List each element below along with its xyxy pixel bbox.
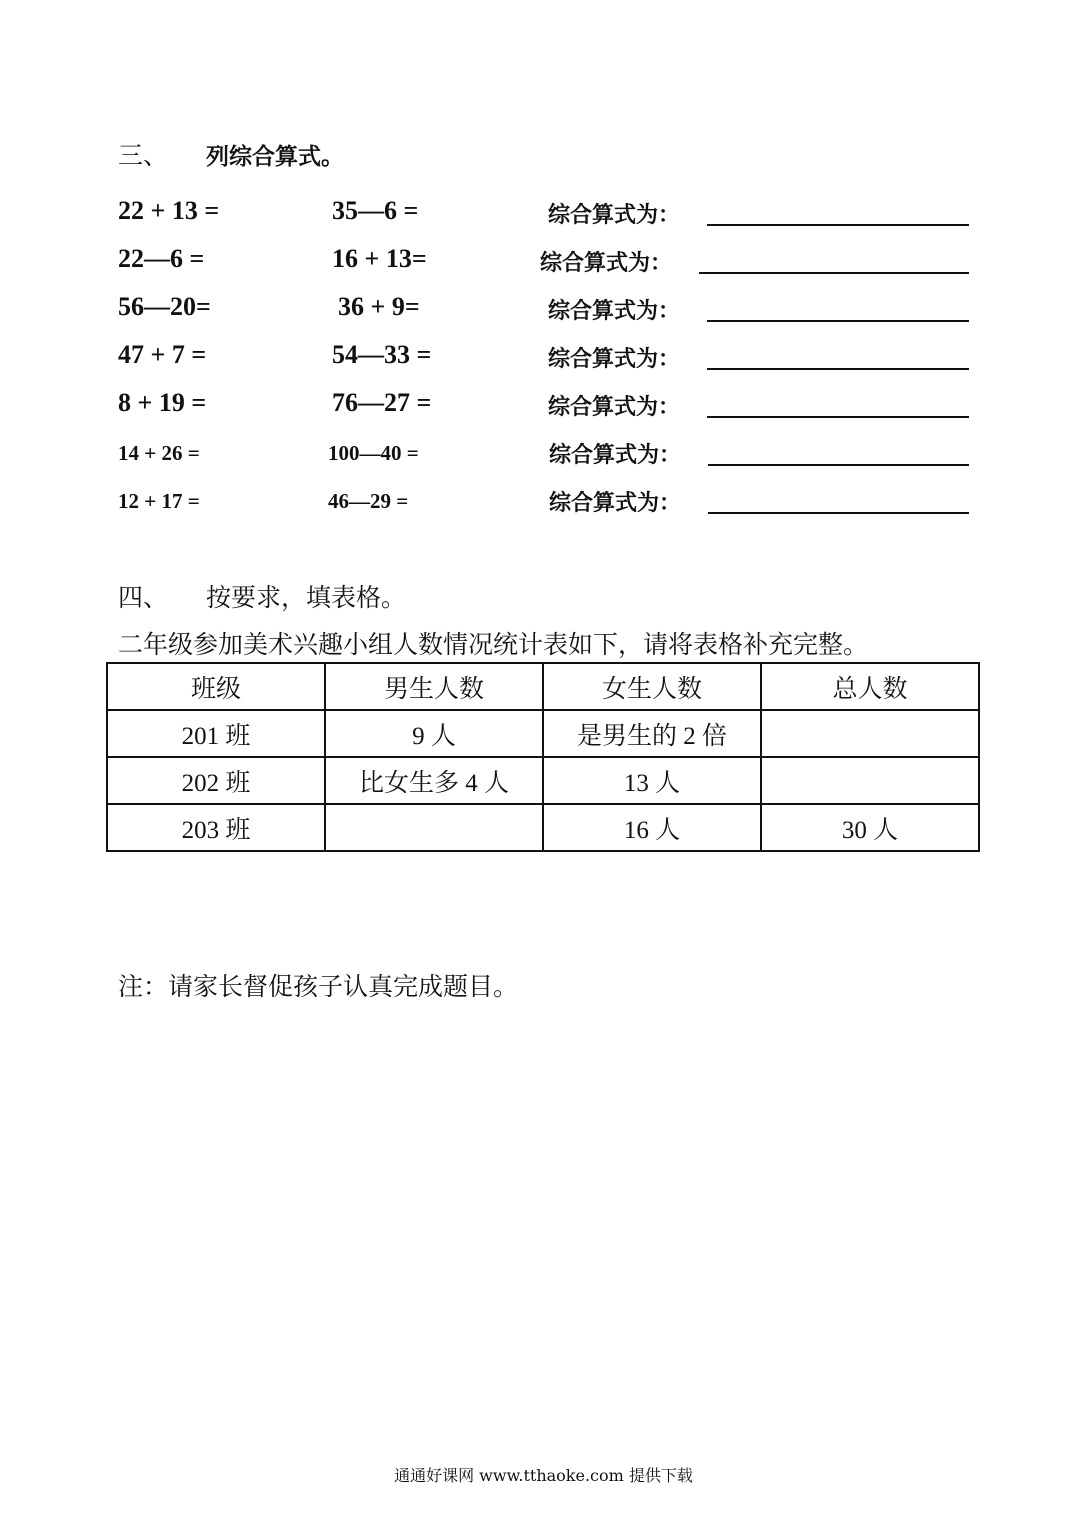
equation-b: 46—29 =: [328, 489, 409, 513]
equation-a: 22 + 13 =: [118, 196, 220, 225]
combined-formula-label: 综合算式为：: [549, 490, 682, 516]
answer-blank-line: [707, 416, 969, 418]
table-row: [107, 804, 979, 851]
answer-blank-line: [708, 512, 969, 514]
answer-blank-line: [707, 224, 969, 226]
equation-a: 14 + 26 =: [118, 441, 200, 465]
table-cell: [761, 757, 979, 804]
table-cell: 201 班: [107, 710, 325, 757]
statistics-table: [106, 662, 980, 852]
equation-a: 8 + 19 =: [118, 388, 207, 417]
equation-b: 36 + 9=: [338, 292, 420, 321]
table-cell: 比女生多 4 人: [325, 757, 543, 804]
answer-blank-line: [707, 320, 969, 322]
section-4-number: 四、: [118, 583, 169, 612]
combined-formula-label: 综合算式为：: [548, 298, 681, 324]
answer-blank-line: [699, 272, 969, 274]
table-cell: 30 人: [761, 804, 979, 851]
section-4-title: 按要求，填表格。: [206, 583, 407, 612]
equation-row: [0, 240, 1087, 284]
equation-a: 12 + 17 =: [118, 489, 200, 513]
table-header-cell: 总人数: [761, 663, 979, 710]
combined-formula-label: 综合算式为：: [548, 202, 681, 228]
parent-note: 注：请家长督促孩子认真完成题目。: [118, 972, 519, 1001]
equation-b: 16 + 13=: [332, 244, 427, 273]
equation-b: 76—27 =: [332, 388, 432, 417]
table-header-cell: 女生人数: [543, 663, 761, 710]
equation-row: [0, 288, 1087, 332]
combined-formula-label: 综合算式为：: [540, 250, 673, 276]
equation-a: 47 + 7 =: [118, 340, 207, 369]
table-cell: 13 人: [543, 757, 761, 804]
equation-b: 35—6 =: [332, 196, 419, 225]
equation-row: [0, 192, 1087, 236]
section-4-description: 二年级参加美术兴趣小组人数情况统计表如下，请将表格补充完整。: [118, 630, 869, 659]
section-3-number: 三、: [118, 141, 169, 170]
equation-row: [0, 432, 1087, 476]
equation-row: [0, 384, 1087, 428]
table-header-row: [107, 663, 979, 710]
table-row: [107, 710, 979, 757]
section-3-title: 列综合算式。: [206, 143, 344, 170]
answer-blank-line: [707, 368, 969, 370]
combined-formula-label: 综合算式为：: [548, 346, 681, 372]
table-header-cell: 班级: [107, 663, 325, 710]
equation-b: 54—33 =: [332, 340, 432, 369]
table-cell: [325, 804, 543, 851]
table-row: [107, 757, 979, 804]
page-footer: 通通好课网 www.tthaoke.com 提供下载: [394, 1466, 693, 1485]
equation-a: 22—6 =: [118, 244, 205, 273]
equation-b: 100—40 =: [328, 441, 419, 465]
table-cell: 是男生的 2 倍: [543, 710, 761, 757]
combined-formula-label: 综合算式为：: [549, 442, 682, 468]
table-cell: 203 班: [107, 804, 325, 851]
table-cell: [761, 710, 979, 757]
table-cell: 16 人: [543, 804, 761, 851]
combined-formula-label: 综合算式为：: [548, 394, 681, 420]
equation-a: 56—20=: [118, 292, 211, 321]
table-cell: 9 人: [325, 710, 543, 757]
equation-row: [0, 480, 1087, 524]
equation-row: [0, 336, 1087, 380]
table-header-cell: 男生人数: [325, 663, 543, 710]
answer-blank-line: [708, 464, 969, 466]
table-cell: 202 班: [107, 757, 325, 804]
